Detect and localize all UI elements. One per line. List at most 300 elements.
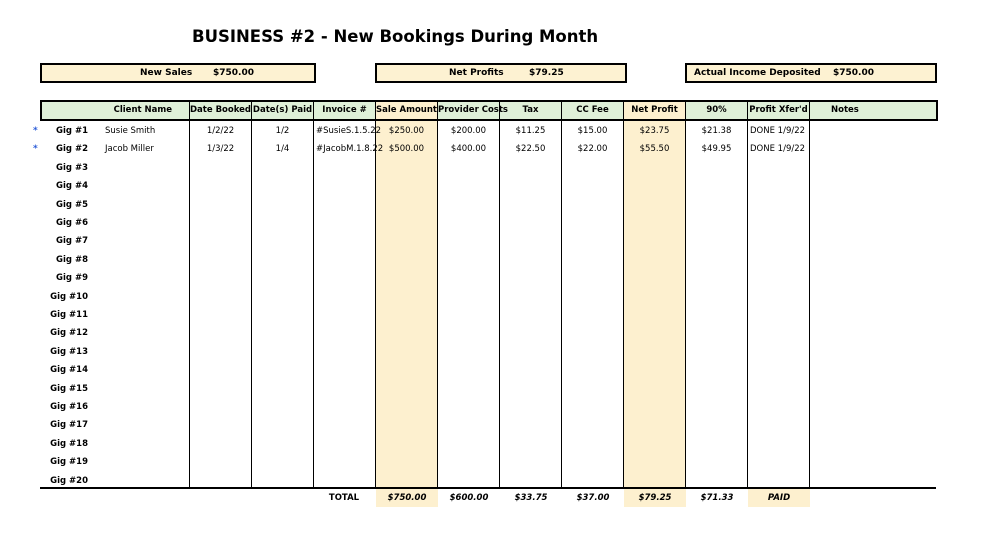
invoice-cell[interactable] [316, 251, 375, 269]
total-cc-fee: $37.00 [576, 493, 610, 503]
gig-label[interactable]: Gig #13 [50, 346, 88, 357]
net-profits-value: $79.25 [529, 68, 564, 78]
tax-cell[interactable] [500, 343, 561, 361]
invoice-cell[interactable] [316, 159, 375, 177]
net-profits-label: Net Profits [449, 68, 504, 78]
cc-fee-cell[interactable]: $15.00 [577, 126, 608, 136]
new-sales-value: $750.00 [213, 68, 254, 78]
sale-amount-cell[interactable] [376, 343, 437, 361]
date-booked-cell[interactable] [190, 177, 251, 195]
tax-cell[interactable] [500, 306, 561, 324]
provider-costs-cell[interactable]: $200.00 [450, 126, 487, 136]
client-name-cell[interactable] [105, 361, 189, 379]
date-paid-cell[interactable] [252, 288, 313, 306]
table-row [0, 306, 1005, 324]
column-header-provider-costs: Provider Costs [438, 102, 500, 119]
client-name-cell[interactable] [105, 196, 189, 214]
profit-xferd-cell[interactable] [750, 269, 809, 287]
provider-costs-cell[interactable] [438, 232, 499, 250]
notes-cell[interactable] [812, 269, 932, 287]
date-booked-cell[interactable] [190, 232, 251, 250]
sale-amount-cell[interactable] [376, 453, 437, 471]
date-paid-cell[interactable] [252, 435, 313, 453]
sale-amount-cell[interactable] [376, 232, 437, 250]
net-profit-cell[interactable] [624, 159, 685, 177]
ninety-percent-cell[interactable] [686, 159, 747, 177]
cc-fee-cell[interactable] [562, 361, 623, 379]
client-name-cell[interactable] [105, 288, 189, 306]
tax-cell[interactable] [500, 214, 561, 232]
profit-xferd-cell[interactable] [750, 453, 809, 471]
cc-fee-cell[interactable] [562, 269, 623, 287]
column-header-sale-amount: Sale Amount [376, 102, 438, 119]
totals-label: TOTAL [328, 493, 360, 503]
new-sales-box [40, 63, 316, 83]
net-profit-cell[interactable] [624, 214, 685, 232]
ninety-percent-cell[interactable] [686, 435, 747, 453]
notes-cell[interactable] [812, 122, 932, 140]
invoice-cell[interactable] [316, 398, 375, 416]
cc-fee-cell[interactable] [562, 214, 623, 232]
invoice-cell[interactable] [316, 380, 375, 398]
column-header-90-percent: 90% [686, 102, 748, 119]
provider-costs-cell[interactable] [438, 177, 499, 195]
invoice-cell[interactable] [316, 269, 375, 287]
sale-amount-cell[interactable]: $500.00 [388, 144, 425, 155]
gig-label[interactable]: Gig #4 [56, 181, 88, 192]
date-paid-cell[interactable] [252, 324, 313, 342]
table-row [0, 288, 1005, 306]
provider-costs-cell[interactable] [438, 306, 499, 324]
ninety-percent-cell[interactable] [686, 306, 747, 324]
tax-cell[interactable] [500, 416, 561, 434]
profit-xferd-cell[interactable] [750, 251, 809, 269]
client-name-cell[interactable] [105, 435, 189, 453]
gig-label[interactable]: Gig #5 [56, 199, 88, 210]
ninety-percent-cell[interactable] [686, 196, 747, 214]
total-90-percent: $71.33 [700, 493, 734, 503]
tax-cell[interactable]: $22.50 [515, 144, 546, 155]
column-header-client-name: Client Name [42, 102, 190, 119]
date-paid-cell[interactable] [252, 361, 313, 379]
table-header [40, 100, 938, 121]
tax-cell[interactable] [500, 251, 561, 269]
client-name-cell[interactable] [105, 232, 189, 250]
net-profit-cell[interactable] [624, 196, 685, 214]
column-header-profit-xferd: Profit Xfer'd [748, 102, 810, 119]
net-profit-cell[interactable] [624, 416, 685, 434]
invoice-cell[interactable] [316, 288, 375, 306]
sale-amount-cell[interactable] [376, 251, 437, 269]
table-row [0, 361, 1005, 379]
provider-costs-cell[interactable] [438, 416, 499, 434]
table-row [0, 159, 1005, 177]
date-booked-cell[interactable] [190, 416, 251, 434]
gig-label[interactable]: Gig #10 [50, 291, 88, 302]
notes-cell[interactable] [812, 324, 932, 342]
gig-label[interactable]: Gig #17 [50, 420, 88, 431]
date-booked-cell[interactable] [190, 398, 251, 416]
date-paid-cell[interactable] [252, 380, 313, 398]
cc-fee-cell[interactable] [562, 159, 623, 177]
gig-label[interactable]: Gig #14 [50, 365, 88, 376]
actual-income-box [685, 63, 937, 83]
profit-xferd-cell[interactable] [750, 232, 809, 250]
date-paid-cell[interactable] [252, 232, 313, 250]
tax-cell[interactable] [500, 324, 561, 342]
gig-label[interactable]: Gig #6 [56, 218, 88, 228]
net-profit-cell[interactable] [624, 288, 685, 306]
notes-cell[interactable] [812, 140, 932, 158]
cc-fee-cell[interactable] [562, 232, 623, 250]
column-header-tax: Tax [500, 102, 562, 119]
date-booked-cell[interactable] [190, 214, 251, 232]
profit-xferd-cell[interactable]: DONE 1/9/22 [750, 126, 806, 136]
client-name-cell[interactable]: Susie Smith [105, 126, 156, 136]
column-header-date-booked: Date Booked [190, 102, 252, 119]
ninety-percent-cell[interactable] [686, 416, 747, 434]
column-header-cc-fee: CC Fee [562, 102, 624, 119]
provider-costs-cell[interactable]: $400.00 [450, 144, 487, 155]
provider-costs-cell[interactable] [438, 361, 499, 379]
invoice-cell[interactable] [316, 343, 375, 361]
date-booked-cell[interactable] [190, 324, 251, 342]
table-row [0, 398, 1005, 416]
tax-cell[interactable] [500, 435, 561, 453]
profit-xferd-cell[interactable] [750, 380, 809, 398]
ninety-percent-cell[interactable] [686, 453, 747, 471]
invoice-cell[interactable] [316, 232, 375, 250]
invoice-cell[interactable]: #JacobM.1.8.22 [316, 144, 384, 155]
tax-cell[interactable] [500, 453, 561, 471]
cc-fee-cell[interactable] [562, 306, 623, 324]
provider-costs-cell[interactable] [438, 398, 499, 416]
table-row [0, 435, 1005, 453]
net-profit-cell[interactable] [624, 177, 685, 195]
date-paid-cell[interactable] [252, 177, 313, 195]
sale-amount-cell[interactable]: $250.00 [388, 126, 425, 136]
provider-costs-cell[interactable] [438, 196, 499, 214]
profit-xferd-cell[interactable] [750, 177, 809, 195]
provider-costs-cell[interactable] [438, 269, 499, 287]
provider-costs-cell[interactable] [438, 435, 499, 453]
table-row [0, 140, 1005, 158]
column-header-net-profit: Net Profit [624, 102, 686, 119]
net-profit-cell[interactable] [624, 435, 685, 453]
ninety-percent-cell[interactable] [686, 361, 747, 379]
gig-label[interactable]: Gig #12 [50, 328, 88, 339]
provider-costs-cell[interactable] [438, 251, 499, 269]
sale-amount-cell[interactable] [376, 361, 437, 379]
date-booked-cell[interactable]: 1/2/22 [206, 126, 235, 136]
profit-xferd-cell[interactable] [750, 324, 809, 342]
gig-label[interactable]: Gig #15 [50, 383, 88, 394]
sale-amount-cell[interactable] [376, 196, 437, 214]
gig-label[interactable]: Gig #16 [50, 402, 88, 412]
date-paid-cell[interactable] [252, 453, 313, 471]
ninety-percent-cell[interactable] [686, 177, 747, 195]
sale-amount-cell[interactable] [376, 435, 437, 453]
table-row [0, 177, 1005, 195]
cc-fee-cell[interactable] [562, 343, 623, 361]
client-name-cell[interactable] [105, 251, 189, 269]
notes-cell[interactable] [812, 306, 932, 324]
date-booked-cell[interactable] [190, 288, 251, 306]
table-row [0, 343, 1005, 361]
sale-amount-cell[interactable] [376, 380, 437, 398]
notes-cell[interactable] [812, 453, 932, 471]
profit-xferd-cell[interactable] [750, 214, 809, 232]
sale-amount-cell[interactable] [376, 288, 437, 306]
date-paid-cell[interactable] [252, 214, 313, 232]
notes-cell[interactable] [812, 232, 932, 250]
cc-fee-cell[interactable] [562, 416, 623, 434]
notes-cell[interactable] [812, 288, 932, 306]
client-name-cell[interactable] [105, 306, 189, 324]
gig-label[interactable]: Gig #2 [56, 144, 88, 155]
gig-label[interactable]: Gig #3 [56, 162, 88, 173]
profit-xferd-cell[interactable] [750, 288, 809, 306]
profit-xferd-cell[interactable] [750, 196, 809, 214]
provider-costs-cell[interactable] [438, 288, 499, 306]
row-marker-icon: * [33, 126, 38, 136]
table-row [0, 214, 1005, 232]
profit-xferd-cell[interactable] [750, 159, 809, 177]
sale-amount-cell[interactable] [376, 269, 437, 287]
provider-costs-cell[interactable] [438, 343, 499, 361]
client-name-cell[interactable] [105, 269, 189, 287]
client-name-cell[interactable] [105, 380, 189, 398]
net-profit-cell[interactable] [624, 324, 685, 342]
total-profit-xferd: PAID [767, 493, 791, 503]
client-name-cell[interactable] [105, 324, 189, 342]
net-profit-cell[interactable] [624, 232, 685, 250]
cc-fee-cell[interactable] [562, 288, 623, 306]
cc-fee-cell[interactable] [562, 435, 623, 453]
profit-xferd-cell[interactable] [750, 435, 809, 453]
date-booked-cell[interactable] [190, 269, 251, 287]
total-net-profit: $79.25 [638, 493, 672, 503]
notes-cell[interactable] [812, 380, 932, 398]
new-sales-label: New Sales [140, 68, 193, 78]
sale-amount-cell[interactable] [376, 324, 437, 342]
ninety-percent-cell[interactable] [686, 398, 747, 416]
ninety-percent-cell[interactable] [686, 269, 747, 287]
net-profit-cell[interactable] [624, 306, 685, 324]
provider-costs-cell[interactable] [438, 214, 499, 232]
client-name-cell[interactable]: Jacob Miller [105, 144, 154, 155]
date-paid-cell[interactable] [252, 398, 313, 416]
invoice-cell[interactable] [316, 361, 375, 379]
cc-fee-cell[interactable] [562, 380, 623, 398]
tax-cell[interactable] [500, 159, 561, 177]
date-paid-cell[interactable] [252, 196, 313, 214]
ninety-percent-cell[interactable]: $21.38 [701, 126, 732, 136]
table-row [0, 453, 1005, 471]
notes-cell[interactable] [812, 435, 932, 453]
net-profit-cell[interactable] [624, 453, 685, 471]
column-header-notes: Notes [831, 105, 859, 115]
date-booked-cell[interactable] [190, 453, 251, 471]
provider-costs-cell[interactable] [438, 380, 499, 398]
date-booked-cell[interactable] [190, 343, 251, 361]
notes-cell[interactable] [812, 398, 932, 416]
cc-fee-cell[interactable] [562, 398, 623, 416]
net-profits-box [375, 63, 627, 83]
gig-label[interactable]: Gig #11 [50, 310, 88, 320]
cc-fee-cell[interactable]: $22.00 [577, 144, 608, 155]
notes-cell[interactable] [812, 177, 932, 195]
tax-cell[interactable] [500, 269, 561, 287]
table-row [0, 232, 1005, 250]
date-booked-cell[interactable] [190, 380, 251, 398]
date-booked-cell[interactable]: 1/3/22 [206, 144, 235, 155]
net-profit-cell[interactable] [624, 380, 685, 398]
tax-cell[interactable] [500, 398, 561, 416]
net-profit-cell[interactable] [624, 398, 685, 416]
date-booked-cell[interactable] [190, 306, 251, 324]
date-booked-cell[interactable] [190, 251, 251, 269]
sale-amount-cell[interactable] [376, 159, 437, 177]
net-profit-cell[interactable] [624, 251, 685, 269]
client-name-cell[interactable] [105, 416, 189, 434]
tax-cell[interactable] [500, 288, 561, 306]
profit-xferd-cell[interactable]: DONE 1/9/22 [750, 144, 806, 155]
cc-fee-cell[interactable] [562, 324, 623, 342]
date-paid-cell[interactable] [252, 269, 313, 287]
provider-costs-cell[interactable] [438, 324, 499, 342]
invoice-cell[interactable] [316, 196, 375, 214]
profit-xferd-cell[interactable] [750, 416, 809, 434]
actual-income-value: $750.00 [833, 68, 874, 78]
ninety-percent-cell[interactable] [686, 214, 747, 232]
net-profit-cell[interactable]: $55.50 [639, 144, 670, 155]
client-name-cell[interactable] [105, 214, 189, 232]
table-row [0, 196, 1005, 214]
ninety-percent-cell[interactable]: $49.95 [701, 144, 732, 155]
total-tax: $33.75 [514, 493, 548, 503]
table-row [0, 251, 1005, 269]
notes-cell[interactable] [812, 361, 932, 379]
ninety-percent-cell[interactable] [686, 380, 747, 398]
profit-xferd-cell[interactable] [750, 343, 809, 361]
sale-amount-cell[interactable] [376, 416, 437, 434]
ninety-percent-cell[interactable] [686, 288, 747, 306]
cc-fee-cell[interactable] [562, 251, 623, 269]
notes-cell[interactable] [812, 343, 932, 361]
tax-cell[interactable] [500, 177, 561, 195]
total-sale-amount: $750.00 [387, 493, 427, 503]
cc-fee-cell[interactable] [562, 453, 623, 471]
notes-cell[interactable] [812, 196, 932, 214]
client-name-cell[interactable] [105, 343, 189, 361]
tax-cell[interactable] [500, 380, 561, 398]
sale-amount-cell[interactable] [376, 214, 437, 232]
actual-income-label: Actual Income Deposited [694, 68, 821, 78]
date-booked-cell[interactable] [190, 361, 251, 379]
ninety-percent-cell[interactable] [686, 251, 747, 269]
table-row [0, 416, 1005, 434]
net-profit-cell[interactable] [624, 361, 685, 379]
gig-label[interactable]: Gig #8 [56, 254, 88, 265]
net-profit-cell[interactable] [624, 269, 685, 287]
table-row [0, 269, 1005, 287]
sale-amount-cell[interactable] [376, 398, 437, 416]
net-profit-cell[interactable]: $23.75 [639, 126, 670, 136]
invoice-cell[interactable] [316, 177, 375, 195]
invoice-cell[interactable] [316, 453, 375, 471]
tax-cell[interactable]: $11.25 [515, 126, 546, 136]
provider-costs-cell[interactable] [438, 453, 499, 471]
tax-cell[interactable] [500, 232, 561, 250]
sale-amount-cell[interactable] [376, 306, 437, 324]
gig-label[interactable]: Gig #7 [56, 236, 88, 247]
invoice-cell[interactable] [316, 324, 375, 342]
invoice-cell[interactable] [316, 435, 375, 453]
client-name-cell[interactable] [105, 177, 189, 195]
total-provider-costs: $600.00 [449, 493, 489, 503]
client-name-cell[interactable] [105, 398, 189, 416]
gig-label[interactable]: Gig #9 [56, 273, 88, 284]
ninety-percent-cell[interactable] [686, 324, 747, 342]
date-paid-cell[interactable] [252, 306, 313, 324]
date-booked-cell[interactable] [190, 435, 251, 453]
ninety-percent-cell[interactable] [686, 232, 747, 250]
client-name-cell[interactable] [105, 159, 189, 177]
net-profit-cell[interactable] [624, 343, 685, 361]
tax-cell[interactable] [500, 196, 561, 214]
date-booked-cell[interactable] [190, 159, 251, 177]
notes-cell[interactable] [812, 416, 932, 434]
row-marker-icon: * [33, 144, 38, 155]
date-paid-cell[interactable] [252, 343, 313, 361]
notes-cell[interactable] [812, 159, 932, 177]
invoice-cell[interactable]: #SusieS.1.5.22 [316, 126, 382, 136]
date-paid-cell[interactable] [252, 416, 313, 434]
date-paid-cell[interactable]: 1/4 [275, 144, 290, 155]
table-row [0, 122, 1005, 140]
date-paid-cell[interactable] [252, 251, 313, 269]
column-header-date-paid: Date(s) Paid [252, 102, 314, 119]
column-header-invoice: Invoice # [314, 102, 376, 119]
gig-label[interactable]: Gig #19 [50, 457, 88, 468]
totals-divider [40, 487, 936, 489]
notes-cell[interactable] [812, 214, 932, 232]
cc-fee-cell[interactable] [562, 177, 623, 195]
gig-label[interactable]: Gig #20 [50, 475, 88, 486]
invoice-cell[interactable] [316, 306, 375, 324]
provider-costs-cell[interactable] [438, 159, 499, 177]
ninety-percent-cell[interactable] [686, 343, 747, 361]
page-title: BUSINESS #2 - New Bookings During Month [192, 27, 599, 46]
tax-cell[interactable] [500, 361, 561, 379]
cc-fee-cell[interactable] [562, 196, 623, 214]
profit-xferd-cell[interactable] [750, 361, 809, 379]
gig-label[interactable]: Gig #18 [50, 438, 88, 449]
table-row [0, 380, 1005, 398]
date-booked-cell[interactable] [190, 196, 251, 214]
client-name-cell[interactable] [105, 453, 189, 471]
profit-xferd-cell[interactable] [750, 398, 809, 416]
date-paid-cell[interactable]: 1/2 [275, 126, 290, 136]
gig-label[interactable]: Gig #1 [56, 126, 88, 136]
invoice-cell[interactable] [316, 416, 375, 434]
notes-cell[interactable] [812, 251, 932, 269]
sale-amount-cell[interactable] [376, 177, 437, 195]
profit-xferd-cell[interactable] [750, 306, 809, 324]
invoice-cell[interactable] [316, 214, 375, 232]
date-paid-cell[interactable] [252, 159, 313, 177]
